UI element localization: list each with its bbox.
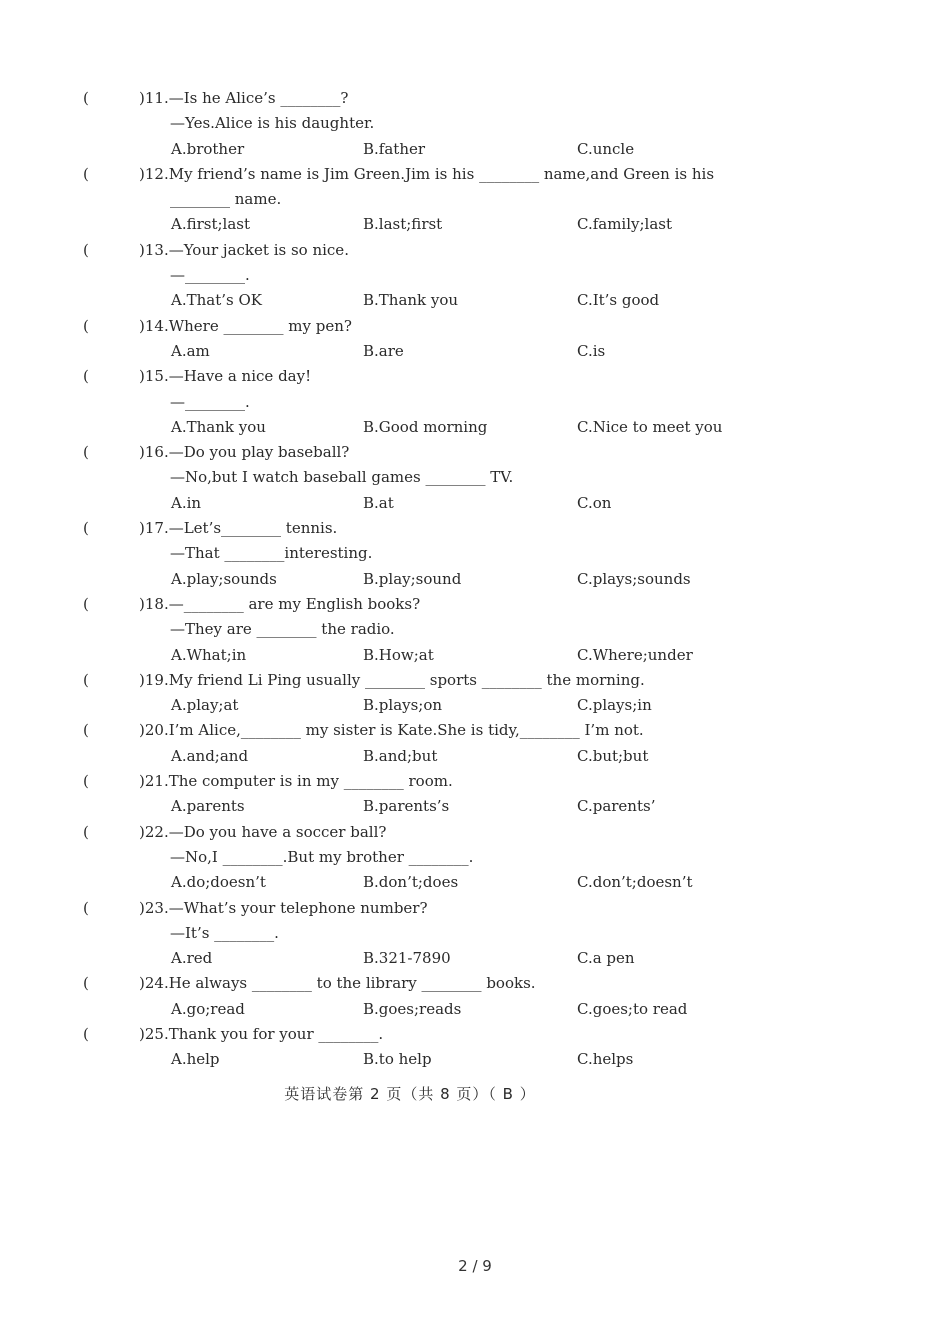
exam-footer: 英语试卷第 2 页（共 8 页）（ B ） <box>284 1085 536 1103</box>
option-c: C.helps <box>577 1050 634 1069</box>
answer-bracket: ( <box>83 89 89 107</box>
question-text: )17.—Let’s________ tennis. <box>139 519 338 538</box>
question-text: )11.—Is he Alice’s ________? <box>139 89 349 107</box>
option-b: B.don’t;does <box>363 873 459 892</box>
option-b: B.Good morning <box>363 417 488 436</box>
question-continuation-line <box>0 187 950 212</box>
option-a: A.parents <box>171 797 245 816</box>
option-c: C.parents’ <box>577 797 656 816</box>
question-text-continued: —They are ________ the radio. <box>170 620 395 639</box>
option-a: A.That’s OK <box>171 291 262 310</box>
option-b: B.plays;on <box>363 696 443 715</box>
options-row <box>0 870 950 895</box>
question-text: )20.I’m Alice,________ my sister is Kate.She is tidy,________ I’m not. <box>139 721 644 740</box>
question-continuation-line <box>0 111 950 136</box>
question-stem-line <box>0 162 950 187</box>
question-stem-line <box>0 86 950 111</box>
option-b: B.play;sound <box>363 569 462 588</box>
option-c: C.Where;under <box>577 645 693 664</box>
question-item <box>0 440 950 516</box>
options-row <box>0 212 950 237</box>
question-item <box>0 592 950 668</box>
option-b: B.goes;reads <box>363 999 462 1018</box>
answer-bracket: ( <box>83 594 89 613</box>
question-text: )25.Thank you for your ________. <box>139 1024 384 1043</box>
question-continuation-line <box>0 465 950 490</box>
answer-bracket: ( <box>83 670 89 689</box>
options-row <box>0 643 950 668</box>
question-item <box>0 820 950 896</box>
answer-bracket: ( <box>83 974 89 993</box>
option-a: A.Thank you <box>171 417 266 436</box>
question-text: )13.—Your jacket is so nice. <box>139 240 349 259</box>
option-c: C.plays;in <box>577 696 652 715</box>
answer-bracket: ( <box>83 443 89 462</box>
options-row <box>0 491 950 516</box>
option-c: C.but;but <box>577 746 649 765</box>
options-row <box>0 794 950 819</box>
question-text: )23.—What’s your telephone number? <box>139 898 428 917</box>
question-text-continued: —It’s ________. <box>170 923 279 942</box>
option-b: B.parents’s <box>363 797 450 816</box>
question-text-continued: —Yes.Alice is his daughter. <box>170 114 375 133</box>
question-continuation-line <box>0 390 950 415</box>
answer-bracket: ( <box>83 240 89 259</box>
options-row <box>0 415 950 440</box>
question-stem-line <box>0 820 950 845</box>
question-item <box>0 769 950 820</box>
question-text: )12.My friend’s name is Jim Green.Jim is his ________ name,and Green is his <box>139 164 715 183</box>
question-text: )18.—________ are my English books? <box>139 594 421 613</box>
option-b: B.father <box>363 139 426 158</box>
question-text-continued: —________. <box>170 266 250 285</box>
question-text: )24.He always ________ to the library ________ books. <box>139 974 536 993</box>
question-continuation-line <box>0 541 950 566</box>
question-item <box>0 971 950 1022</box>
options-row <box>0 693 950 718</box>
option-a: A.help <box>171 1050 220 1069</box>
option-a: A.What;in <box>171 645 247 664</box>
question-stem-line <box>0 896 950 921</box>
answer-bracket: ( <box>83 164 89 183</box>
question-item <box>0 86 950 162</box>
question-stem-line <box>0 668 950 693</box>
question-text: )15.—Have a nice day! <box>139 367 312 386</box>
question-text-continued: —That ________interesting. <box>170 544 373 563</box>
question-item <box>0 314 950 365</box>
question-item <box>0 718 950 769</box>
question-stem-line <box>0 516 950 541</box>
question-continuation-line <box>0 263 950 288</box>
option-c: C.goes;to read <box>577 999 688 1018</box>
question-continuation-line <box>0 921 950 946</box>
question-stem-line <box>0 238 950 263</box>
question-item <box>0 896 950 972</box>
option-b: B.321-7890 <box>363 949 451 968</box>
options-row <box>0 288 950 313</box>
option-a: A.first;last <box>171 215 251 234</box>
option-c: C.a pen <box>577 949 635 968</box>
question-text-continued: —No,I ________.But my brother ________. <box>170 847 474 866</box>
option-a: A.play;at <box>171 696 239 715</box>
question-stem-line <box>0 1022 950 1047</box>
question-continuation-line <box>0 845 950 870</box>
question-stem-line <box>0 592 950 617</box>
question-text: )14.Where ________ my pen? <box>139 316 352 335</box>
option-a: A.am <box>171 341 210 360</box>
answer-bracket: ( <box>83 1024 89 1043</box>
option-c: C.on <box>577 493 612 512</box>
option-c: C.is <box>577 341 606 360</box>
option-c: C.family;last <box>577 215 673 234</box>
question-stem-line <box>0 364 950 389</box>
option-c: C.don’t;doesn’t <box>577 873 693 892</box>
answer-bracket: ( <box>83 822 89 841</box>
options-row <box>0 567 950 592</box>
option-a: A.go;read <box>171 999 245 1018</box>
question-item <box>0 668 950 719</box>
question-continuation-line <box>0 617 950 642</box>
question-stem-line <box>0 769 950 794</box>
options-row <box>0 339 950 364</box>
question-text: )16.—Do you play baseball? <box>139 443 350 462</box>
answer-bracket: ( <box>83 367 89 386</box>
option-a: A.play;sounds <box>171 569 277 588</box>
option-a: A.in <box>171 493 202 512</box>
question-item <box>0 516 950 592</box>
question-sheet <box>0 86 950 1073</box>
options-row <box>0 1047 950 1072</box>
option-b: B.last;first <box>363 215 443 234</box>
option-a: A.brother <box>171 139 245 158</box>
answer-bracket: ( <box>83 898 89 917</box>
question-text-continued: —No,but I watch baseball games ________ TV. <box>170 468 514 487</box>
option-a: A.and;and <box>171 746 249 765</box>
option-b: B.are <box>363 341 404 360</box>
question-stem-line <box>0 314 950 339</box>
answer-bracket: ( <box>83 721 89 740</box>
option-c: C.plays;sounds <box>577 569 691 588</box>
question-text: )21.The computer is in my ________ room. <box>139 772 453 791</box>
question-text-continued: ________ name. <box>170 190 282 209</box>
question-text: )22.—Do you have a soccer ball? <box>139 822 387 841</box>
question-item <box>0 364 950 440</box>
option-b: B.How;at <box>363 645 434 664</box>
option-a: A.do;doesn’t <box>171 873 266 892</box>
option-b: B.at <box>363 493 394 512</box>
question-stem-line <box>0 718 950 743</box>
question-item <box>0 162 950 238</box>
options-row <box>0 946 950 971</box>
option-b: B.and;but <box>363 746 438 765</box>
answer-bracket: ( <box>83 519 89 538</box>
option-c: C.uncle <box>577 139 635 158</box>
question-item <box>0 1022 950 1073</box>
question-stem-line <box>0 440 950 465</box>
question-text-continued: —________. <box>170 392 250 411</box>
question-text: )19.My friend Li Ping usually ________ sports ________ the morning. <box>139 670 645 689</box>
page-number: 2 / 9 <box>458 1257 492 1275</box>
options-row <box>0 137 950 162</box>
answer-bracket: ( <box>83 772 89 791</box>
question-stem-line <box>0 971 950 996</box>
option-b: B.Thank you <box>363 291 459 310</box>
option-b: B.to help <box>363 1050 432 1069</box>
option-a: A.red <box>171 949 213 968</box>
options-row <box>0 997 950 1022</box>
answer-bracket: ( <box>83 316 89 335</box>
option-c: C.It’s good <box>577 291 660 310</box>
option-c: C.Nice to meet you <box>577 417 723 436</box>
options-row <box>0 744 950 769</box>
question-item <box>0 238 950 314</box>
